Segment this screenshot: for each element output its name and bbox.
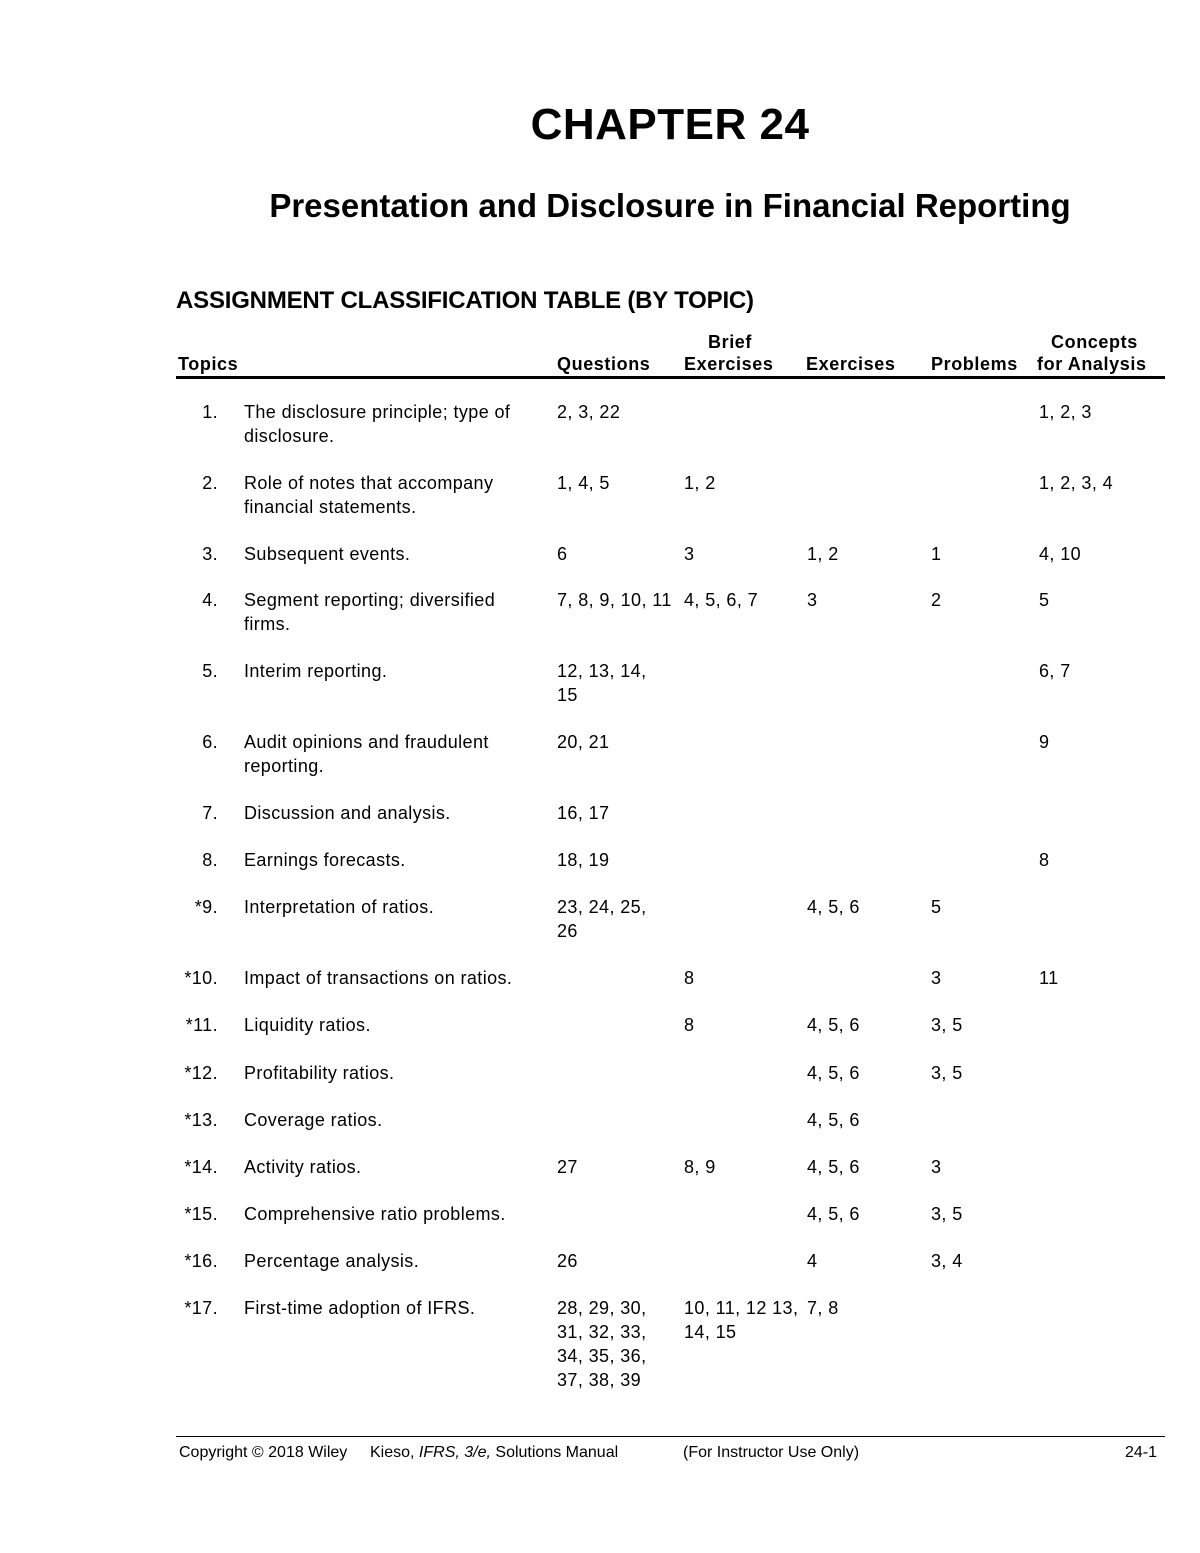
topic-cell: Coverage ratios. xyxy=(244,1110,383,1130)
questions-cell: 27 xyxy=(557,1157,578,1177)
concepts-cell: 9 xyxy=(1039,732,1050,752)
row-number: *12. xyxy=(184,1063,218,1083)
exercises-cell: 4 xyxy=(807,1251,818,1271)
footer-book-title: IFRS, 3/e, xyxy=(418,1444,491,1461)
topic-cell: Segment reporting; diversified firms. xyxy=(244,590,496,634)
problems-cell: 3 xyxy=(931,1157,942,1177)
footer-book xyxy=(370,1444,618,1462)
exercises-cell: 1, 2 xyxy=(807,544,839,564)
questions-cell: 7, 8, 9, 10, 11 xyxy=(557,590,672,610)
topic-cell: Activity ratios. xyxy=(244,1157,362,1177)
row-number: *13. xyxy=(184,1110,218,1130)
concepts-cell: 1, 2, 3 xyxy=(1039,402,1092,422)
topic-cell: Audit opinions and fraudulent reporting. xyxy=(244,732,489,776)
topic-cell: Profitability ratios. xyxy=(244,1063,395,1083)
topic-cell: First-time adoption of IFRS. xyxy=(244,1298,476,1318)
exercises-cell: 4, 5, 6 xyxy=(807,1110,860,1130)
table-row xyxy=(0,801,1200,848)
topic-cell: The disclosure principle; type of disclosure. xyxy=(244,402,511,446)
questions-cell: 1, 4, 5 xyxy=(557,473,610,493)
topic-cell: Interpretation of ratios. xyxy=(244,897,435,917)
brief-exercises-cell: 1, 2 xyxy=(684,473,716,493)
exercises-cell: 3 xyxy=(807,590,818,610)
exercises-cell: 4, 5, 6 xyxy=(807,1157,860,1177)
brief-exercises-cell: 8 xyxy=(684,968,695,988)
footer-copyright: Copyright © 2018 Wiley xyxy=(179,1444,348,1461)
table-row xyxy=(0,1249,1200,1296)
problems-cell: 5 xyxy=(931,897,942,917)
table-row xyxy=(0,588,1200,659)
row-number: 7. xyxy=(202,803,218,823)
header-rule xyxy=(176,376,1165,379)
row-number: 4. xyxy=(202,590,218,610)
footer-use-note: (For Instructor Use Only) xyxy=(683,1444,860,1461)
row-number: 1. xyxy=(202,402,218,422)
concepts-cell: 4, 10 xyxy=(1039,544,1082,564)
problems-cell: 3, 5 xyxy=(931,1015,963,1035)
exercises-cell: 4, 5, 6 xyxy=(807,1204,860,1224)
questions-cell: 23, 24, 25, 26 xyxy=(557,897,647,941)
row-number: *17. xyxy=(184,1298,218,1318)
questions-cell: 20, 21 xyxy=(557,732,610,752)
row-number: 3. xyxy=(202,544,218,564)
brief-exercises-cell: 8, 9 xyxy=(684,1157,716,1177)
questions-cell: 12, 13, 14, 15 xyxy=(557,661,647,705)
row-number: *11. xyxy=(185,1015,218,1035)
table-row xyxy=(0,966,1200,1013)
questions-cell: 26 xyxy=(557,1251,578,1271)
row-number: *14. xyxy=(184,1157,218,1177)
problems-cell: 3, 5 xyxy=(931,1063,963,1083)
table-row xyxy=(0,542,1200,588)
footer-rule xyxy=(176,1436,1165,1437)
column-header-topics: Topics xyxy=(178,354,239,374)
exercises-cell: 4, 5, 6 xyxy=(807,897,860,917)
table-row xyxy=(0,1155,1200,1202)
brief-exercises-cell: 3 xyxy=(684,544,695,564)
topic-cell: Comprehensive ratio problems. xyxy=(244,1204,506,1224)
topic-cell: Role of notes that accompany financial statements. xyxy=(244,473,494,517)
classification-table-body xyxy=(0,400,1200,1416)
footer-author: Kieso, xyxy=(370,1444,415,1461)
problems-cell: 3 xyxy=(931,968,942,988)
column-header-questions: Questions xyxy=(557,354,651,374)
table-row xyxy=(0,471,1200,542)
questions-cell: 6 xyxy=(557,544,568,564)
table-row xyxy=(0,1061,1200,1108)
column-header-problems: Problems xyxy=(931,354,1018,374)
topic-cell: Subsequent events. xyxy=(244,544,411,564)
table-row xyxy=(0,1202,1200,1249)
table-row xyxy=(0,895,1200,966)
column-header-brief-line2: Exercises xyxy=(684,354,774,374)
problems-cell: 3, 5 xyxy=(931,1204,963,1224)
table-row xyxy=(0,1108,1200,1155)
row-number: 5. xyxy=(202,661,218,681)
problems-cell: 2 xyxy=(931,590,942,610)
row-number: *16. xyxy=(184,1251,218,1271)
questions-cell: 28, 29, 30, 31, 32, 33, 34, 35, 36, 37, 38, 39 xyxy=(557,1298,647,1390)
topic-cell: Earnings forecasts. xyxy=(244,850,406,870)
chapter-subtitle: Presentation and Disclosure in Financial Reporting xyxy=(269,187,1071,224)
table-heading: ASSIGNMENT CLASSIFICATION TABLE (BY TOPIC) xyxy=(176,287,754,314)
brief-exercises-cell: 10, 11, 12 13, 14, 15 xyxy=(684,1298,799,1342)
row-number: *9. xyxy=(194,897,218,917)
table-row xyxy=(0,659,1200,730)
exercises-cell: 4, 5, 6 xyxy=(807,1063,860,1083)
questions-cell: 2, 3, 22 xyxy=(557,402,621,422)
table-row xyxy=(0,400,1200,471)
exercises-cell: 7, 8 xyxy=(807,1298,839,1318)
column-header-exercises: Exercises xyxy=(806,354,896,374)
concepts-cell: 5 xyxy=(1039,590,1050,610)
table-row xyxy=(0,848,1200,895)
problems-cell: 1 xyxy=(931,544,942,564)
row-number: *10. xyxy=(184,968,218,988)
questions-cell: 18, 19 xyxy=(557,850,610,870)
row-number: 2. xyxy=(202,473,218,493)
table-row xyxy=(0,1296,1200,1416)
footer-manual: Solutions Manual xyxy=(495,1444,619,1461)
topic-cell: Liquidity ratios. xyxy=(244,1015,371,1035)
column-header-concepts-line1: Concepts xyxy=(1051,332,1138,352)
questions-cell: 16, 17 xyxy=(557,803,610,823)
column-header-brief-line1: Brief xyxy=(708,332,753,352)
concepts-cell: 1, 2, 3, 4 xyxy=(1039,473,1114,493)
concepts-cell: 11 xyxy=(1039,968,1059,988)
row-number: 6. xyxy=(202,732,218,752)
row-number: 8. xyxy=(202,850,218,870)
table-row xyxy=(0,1013,1200,1061)
problems-cell: 3, 4 xyxy=(931,1251,963,1271)
chapter-title: CHAPTER 24 xyxy=(530,100,810,149)
exercises-cell: 4, 5, 6 xyxy=(807,1015,860,1035)
table-row xyxy=(0,730,1200,801)
topic-cell: Discussion and analysis. xyxy=(244,803,451,823)
topic-cell: Interim reporting. xyxy=(244,661,388,681)
topic-cell: Impact of transactions on ratios. xyxy=(244,968,513,988)
footer-page-number: 24-1 xyxy=(1125,1444,1158,1461)
row-number: *15. xyxy=(184,1204,218,1224)
concepts-cell: 8 xyxy=(1039,850,1050,870)
concepts-cell: 6, 7 xyxy=(1039,661,1071,681)
column-header-concepts-line2: for Analysis xyxy=(1037,354,1147,374)
topic-cell: Percentage analysis. xyxy=(244,1251,420,1271)
brief-exercises-cell: 8 xyxy=(684,1015,695,1035)
brief-exercises-cell: 4, 5, 6, 7 xyxy=(684,590,759,610)
